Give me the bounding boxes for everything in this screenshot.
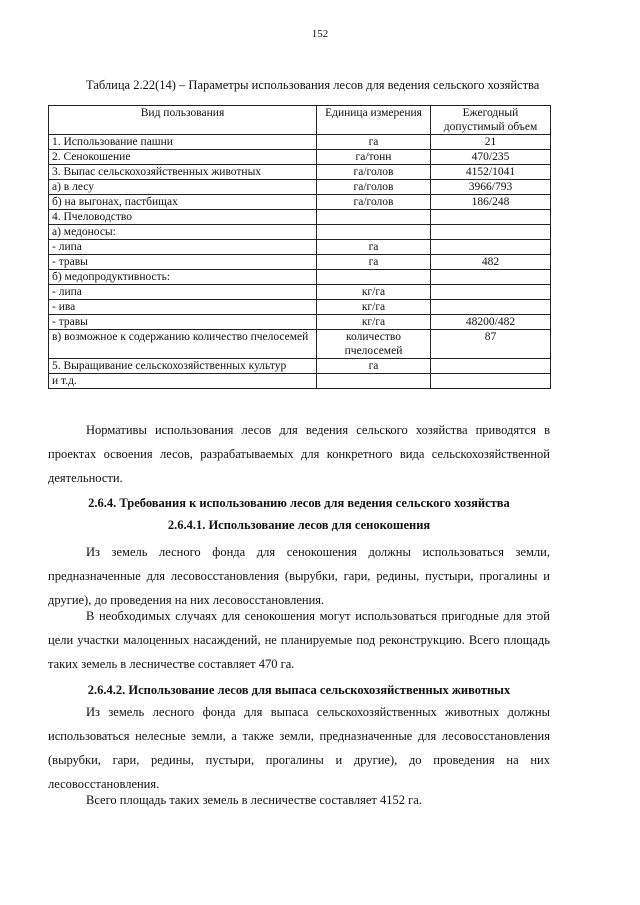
cell-usage-type: - липа bbox=[49, 285, 317, 300]
cell-annual-volume bbox=[431, 300, 551, 315]
table-row bbox=[49, 225, 551, 240]
cell-annual-volume: 4152/1041 bbox=[431, 165, 551, 180]
cell-usage-type: и т.д. bbox=[49, 374, 317, 389]
cell-annual-volume: 186/248 bbox=[431, 195, 551, 210]
column-header-annual-volume: Ежегодный допустимый объем bbox=[431, 106, 551, 135]
cell-unit: га/голов bbox=[317, 195, 431, 210]
cell-annual-volume: 21 bbox=[431, 135, 551, 150]
cell-unit: га/голов bbox=[317, 165, 431, 180]
cell-unit: га bbox=[317, 255, 431, 270]
cell-unit: га bbox=[317, 359, 431, 374]
cell-annual-volume: 470/235 bbox=[431, 150, 551, 165]
cell-usage-type: 1. Использование пашни bbox=[49, 135, 317, 150]
column-header-unit: Единица измерения bbox=[317, 106, 431, 135]
cell-annual-volume bbox=[431, 225, 551, 240]
table-row bbox=[49, 359, 551, 374]
cell-unit bbox=[317, 225, 431, 240]
table-header-row bbox=[49, 106, 551, 135]
paragraph-grazing-lands: Из земель лесного фонда для выпаса сельскохозяйственных животных должны использоваться нелесные земли, а также земли, предназначенные для лесовосстановления (вырубки, гари, редины, пустыри, прогалины и другие), до проведения на них лесовосстановления. bbox=[48, 705, 550, 791]
table-row bbox=[49, 270, 551, 285]
cell-usage-type: б) медопродуктивность: bbox=[49, 270, 317, 285]
cell-usage-type: в) возможное к содержанию количество пчелосемей bbox=[49, 330, 317, 359]
paragraph-haymaking-lands: Из земель лесного фонда для сенокошения должны использоваться земли, предназначенные для лесовосстановления (вырубки, гари, редины, пустыри, прогалины и другие), до проведения на них лесовосстановления. bbox=[48, 545, 550, 607]
cell-annual-volume bbox=[431, 285, 551, 300]
cell-annual-volume bbox=[431, 210, 551, 225]
cell-annual-volume bbox=[431, 359, 551, 374]
paragraph-norms: Нормативы использования лесов для ведения сельского хозяйства приводятся в проектах освоения лесов, разрабатываемых для конкретного вида сельскохозяйственной деятельности. bbox=[48, 423, 550, 485]
cell-usage-type: а) в лесу bbox=[49, 180, 317, 195]
table-row bbox=[49, 195, 551, 210]
cell-usage-type: 4. Пчеловодство bbox=[49, 210, 317, 225]
cell-usage-type: - травы bbox=[49, 315, 317, 330]
cell-unit bbox=[317, 270, 431, 285]
cell-usage-type: - ива bbox=[49, 300, 317, 315]
table-row bbox=[49, 374, 551, 389]
cell-unit: кг/га bbox=[317, 300, 431, 315]
cell-annual-volume bbox=[431, 270, 551, 285]
table-row bbox=[49, 165, 551, 180]
subsection-heading-haymaking: 2.6.4.1. Использование лесов для сенокошения bbox=[167, 518, 431, 532]
cell-usage-type: б) на выгонах, пастбищах bbox=[49, 195, 317, 210]
cell-unit: га/голов bbox=[317, 180, 431, 195]
table-row bbox=[49, 255, 551, 270]
cell-annual-volume: 87 bbox=[431, 330, 551, 359]
table-row bbox=[49, 210, 551, 225]
cell-usage-type: 5. Выращивание сельскохозяйственных культур bbox=[49, 359, 317, 374]
cell-unit: количество пчелосемей bbox=[317, 330, 431, 359]
parameters-table bbox=[48, 105, 551, 389]
subsection-heading-grazing: 2.6.4.2. Использование лесов для выпаса сельскохозяйственных животных bbox=[87, 683, 511, 697]
paragraph-haymaking-area: В необходимых случаях для сенокошения могут использоваться пригодные для этой цели участки малоценных насаждений, не планируемые под реконструкцию. Всего площадь таких земель в лесничестве составляет 470 га. bbox=[48, 609, 550, 671]
cell-unit bbox=[317, 374, 431, 389]
table-row bbox=[49, 315, 551, 330]
cell-annual-volume: 48200/482 bbox=[431, 315, 551, 330]
cell-annual-volume: 482 bbox=[431, 255, 551, 270]
cell-unit: кг/га bbox=[317, 285, 431, 300]
table-caption: Таблица 2.22(14) – Параметры использования лесов для ведения сельского хозяйства bbox=[86, 77, 540, 92]
table-row bbox=[49, 135, 551, 150]
cell-unit: га bbox=[317, 240, 431, 255]
cell-usage-type: а) медоносы: bbox=[49, 225, 317, 240]
table-row bbox=[49, 180, 551, 195]
table-row bbox=[49, 300, 551, 315]
table-row bbox=[49, 330, 551, 359]
cell-annual-volume bbox=[431, 240, 551, 255]
page-number: 152 bbox=[311, 28, 329, 40]
cell-unit: га/тонн bbox=[317, 150, 431, 165]
cell-unit: га bbox=[317, 135, 431, 150]
table-row bbox=[49, 285, 551, 300]
cell-unit bbox=[317, 210, 431, 225]
table-body bbox=[49, 135, 551, 389]
cell-annual-volume bbox=[431, 374, 551, 389]
paragraph-grazing-area: Всего площадь таких земель в лесничестве составляет 4152 га. bbox=[86, 793, 422, 807]
table-row bbox=[49, 150, 551, 165]
cell-usage-type: - липа bbox=[49, 240, 317, 255]
cell-usage-type: 3. Выпас сельскохозяйственных животных bbox=[49, 165, 317, 180]
column-header-usage-type: Вид пользования bbox=[49, 106, 317, 135]
cell-unit: кг/га bbox=[317, 315, 431, 330]
cell-annual-volume: 3966/793 bbox=[431, 180, 551, 195]
table-row bbox=[49, 240, 551, 255]
section-heading-agriculture: 2.6.4. Требования к использованию лесов для ведения сельского хозяйства bbox=[88, 496, 510, 510]
cell-usage-type: 2. Сенокошение bbox=[49, 150, 317, 165]
cell-usage-type: - травы bbox=[49, 255, 317, 270]
